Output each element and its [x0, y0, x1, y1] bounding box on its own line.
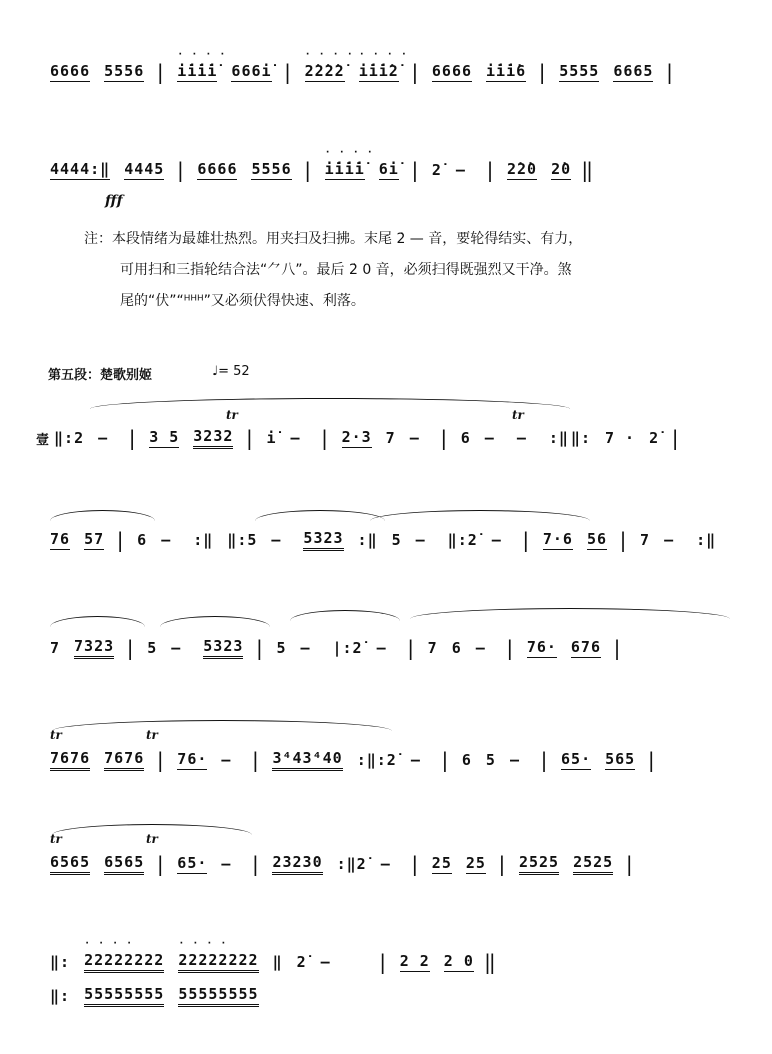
- note: 6: [137, 531, 148, 549]
- note: 6: [461, 751, 472, 769]
- note-group: 666i̇: [231, 62, 272, 80]
- note-line-3: 尾的“伏”“ᴴᴴᴴ”又必须伏得快速、利落。: [120, 293, 365, 309]
- note: ‖:5: [227, 531, 258, 549]
- note: 5: [276, 639, 287, 657]
- dash: —: [300, 639, 311, 657]
- note-group: · · · · 22222222: [84, 951, 164, 973]
- repeat-start: ‖:: [50, 953, 71, 971]
- dash: —: [380, 855, 391, 873]
- note-group: · · · · i̇i̇i̇i̇: [325, 160, 365, 180]
- dynamic-marking: fff: [105, 193, 123, 209]
- slur: [370, 510, 590, 521]
- note-group: 2 2: [399, 952, 430, 970]
- line-4-row: [50, 526, 742, 554]
- note-group: 25: [431, 854, 452, 872]
- note-group: 3232: [193, 427, 233, 449]
- barline: |: [249, 852, 263, 876]
- line-1-row: [50, 58, 742, 86]
- dash: —: [455, 161, 466, 179]
- note-group: 56: [586, 530, 607, 548]
- note-group: 57: [84, 530, 105, 548]
- slur: [90, 398, 570, 409]
- dash: —: [410, 751, 421, 769]
- note-group: · · · · i̇i̇i̇2̇: [359, 62, 399, 82]
- barline: |: [495, 852, 509, 876]
- barline: |: [318, 426, 332, 450]
- note-group: 7676: [50, 749, 90, 771]
- final-barline: ‖: [581, 158, 595, 182]
- barline: |: [124, 636, 138, 660]
- dash: —: [221, 751, 232, 769]
- note: 7: [640, 531, 651, 549]
- notation-line-4: [50, 500, 742, 570]
- notation-line-1: [50, 40, 742, 110]
- note-group: 5555: [559, 62, 600, 80]
- dash: —: [409, 429, 420, 447]
- note-group: 7676: [104, 749, 144, 771]
- note-group: 6665: [613, 62, 654, 80]
- note-group: 6565: [104, 853, 144, 875]
- repeat-start: |:2̇: [332, 639, 363, 657]
- barline: |: [376, 950, 390, 974]
- repeat: :‖2̇: [336, 855, 367, 873]
- note: 7: [427, 639, 438, 657]
- note-group: 2525: [573, 853, 613, 875]
- note-group: 6666: [197, 160, 238, 178]
- trill-mark: tr: [146, 728, 158, 742]
- note: 5: [391, 531, 402, 549]
- dash: —: [320, 953, 331, 971]
- note-group: 76·: [526, 638, 557, 656]
- note-group: 676: [570, 638, 601, 656]
- notation-line-8: [50, 920, 742, 1020]
- note: 7: [50, 639, 61, 657]
- note-group: · · · · 22222222: [178, 951, 258, 973]
- trill-mark: tr: [146, 832, 158, 846]
- section-heading: 第五段：楚歌别姬: [48, 368, 153, 383]
- tempo-marking: ♩= 52: [212, 364, 250, 379]
- note-group: 76: [50, 530, 71, 548]
- line-7-row: [50, 850, 742, 878]
- note: 5: [485, 751, 496, 769]
- barline: |: [536, 60, 550, 84]
- line-6-row: [50, 746, 742, 774]
- slur: [160, 616, 270, 627]
- dash: —: [491, 531, 502, 549]
- barline: |: [126, 426, 140, 450]
- barline: |: [301, 158, 315, 182]
- note-group: 3⁴43⁴40: [272, 749, 342, 771]
- repeat-end: :‖: [193, 531, 214, 549]
- slur: [50, 616, 145, 627]
- barline: |: [154, 852, 168, 876]
- note-group: 65·: [177, 854, 208, 872]
- barline: |: [669, 426, 683, 450]
- barline: |: [174, 158, 188, 182]
- notation-line-2: [50, 130, 742, 200]
- note-group: 2̇0: [551, 160, 572, 178]
- note-group: 2̇2̇0: [507, 160, 538, 178]
- slur: [52, 720, 392, 731]
- note-group: 7323: [74, 637, 114, 659]
- line-5-row: [50, 634, 742, 662]
- note-group: 6565: [50, 853, 90, 875]
- barline: |: [617, 528, 631, 552]
- note-line-2: 可用扫和三指轮结合法“⺈八”。最后 2̇ 0 音，必须扫得既强烈又干净。煞: [120, 262, 572, 278]
- barline: |: [154, 748, 168, 772]
- dash: —: [475, 639, 486, 657]
- note-group: 4445: [124, 160, 165, 178]
- notation-line-6: [50, 708, 742, 778]
- note: 2̇: [431, 161, 442, 179]
- trill-mark: tr: [50, 832, 62, 846]
- dash: —: [509, 751, 520, 769]
- prefix-marker: 壹: [36, 432, 51, 448]
- barline: |: [154, 60, 168, 84]
- barline: |: [483, 158, 497, 182]
- repeat-end: ‖: [272, 953, 283, 971]
- note-group: · · · · i̇i̇i̇i̇: [177, 62, 217, 82]
- line-3-row: [36, 424, 742, 452]
- note: ‖:2: [54, 429, 85, 447]
- dash: —: [664, 531, 675, 549]
- line-8-lower-row: [50, 982, 742, 1010]
- barline: |: [645, 748, 659, 772]
- dash: —: [484, 429, 495, 447]
- note: i̇: [266, 429, 277, 447]
- barline: |: [611, 636, 625, 660]
- barline: |: [408, 852, 422, 876]
- note-group: 4444:‖: [50, 160, 111, 178]
- line-8-upper-row: [50, 948, 742, 976]
- repeat-start: ‖:: [50, 987, 71, 1005]
- barline: |: [623, 852, 637, 876]
- performance-note: [84, 224, 724, 317]
- notation-line-3: [36, 402, 742, 472]
- note-group: 565: [605, 750, 636, 768]
- note: 6: [460, 429, 471, 447]
- trill-mark: tr: [512, 408, 524, 422]
- repeat-end: :‖: [696, 531, 717, 549]
- slur: [255, 510, 385, 521]
- final-barline: ‖: [483, 950, 497, 974]
- dash: —: [98, 429, 109, 447]
- dash: —: [415, 531, 426, 549]
- note-group: 55555555: [178, 985, 258, 1007]
- barline: |: [438, 748, 452, 772]
- barline: |: [408, 60, 422, 84]
- note-group: 5323: [203, 637, 243, 659]
- repeat-end: :‖: [548, 429, 569, 447]
- slur: [50, 510, 155, 521]
- dash: —: [221, 855, 232, 873]
- note: 7 ·: [604, 429, 636, 447]
- note-group: 5556: [251, 160, 292, 178]
- note-group: 5323: [303, 529, 343, 551]
- note-group: · · · · 2̇2̇2̇2̇: [305, 62, 345, 82]
- note-group: 6666: [431, 62, 473, 80]
- slur: [290, 610, 400, 621]
- note-group: 3 5: [149, 428, 180, 446]
- barline: |: [519, 528, 533, 552]
- barline: |: [249, 748, 263, 772]
- note: 5: [147, 639, 158, 657]
- barline: |: [114, 528, 128, 552]
- dash: —: [516, 429, 527, 447]
- notation-line-5: [50, 604, 742, 674]
- repeat-end: :‖: [357, 531, 378, 549]
- note-group: 2·3: [341, 428, 372, 446]
- barline: |: [404, 636, 418, 660]
- trill-mark: tr: [226, 408, 238, 422]
- barline: |: [437, 426, 451, 450]
- notation-line-7: [50, 812, 742, 882]
- note: 7: [385, 429, 396, 447]
- note-group: 76·: [177, 750, 208, 768]
- barline: |: [253, 636, 267, 660]
- barline: |: [281, 60, 295, 84]
- note: 6: [451, 639, 462, 657]
- slur: [410, 608, 730, 619]
- dash: —: [161, 531, 172, 549]
- note-group: 5556: [104, 62, 145, 80]
- note-group: 25: [465, 854, 486, 872]
- note: 2̇: [649, 429, 660, 447]
- line-2-row: [50, 156, 742, 184]
- note-group: 6666: [50, 62, 91, 80]
- dash: —: [290, 429, 301, 447]
- dash: —: [171, 639, 182, 657]
- note-group: 2 0: [443, 952, 474, 970]
- dash: —: [376, 639, 387, 657]
- barline: |: [663, 60, 677, 84]
- note: 2̇: [296, 953, 307, 971]
- note-group: 23230: [272, 853, 322, 875]
- note-group: 7·6: [542, 530, 573, 548]
- repeat-start: ‖:: [570, 429, 591, 447]
- note-group: 6i̇: [378, 160, 399, 178]
- note: ‖:2̇: [447, 531, 478, 549]
- barline: |: [503, 636, 517, 660]
- trill-mark: tr: [50, 728, 62, 742]
- barline: |: [243, 426, 257, 450]
- note-group: 2525: [519, 853, 559, 875]
- dash: —: [271, 531, 282, 549]
- note-line-1: 注：本段情绪为最雄壮热烈。用夹扫及扫拂。末尾 2̇ — 音，要轮得结实、有力，: [84, 231, 583, 247]
- note-group: 65·: [561, 750, 592, 768]
- barline: |: [537, 748, 552, 772]
- repeat: :‖:2̇: [356, 751, 397, 769]
- note-group: 55555555: [84, 985, 164, 1007]
- barline: |: [408, 158, 422, 182]
- note-group: i̇i̇i̇6: [486, 62, 527, 80]
